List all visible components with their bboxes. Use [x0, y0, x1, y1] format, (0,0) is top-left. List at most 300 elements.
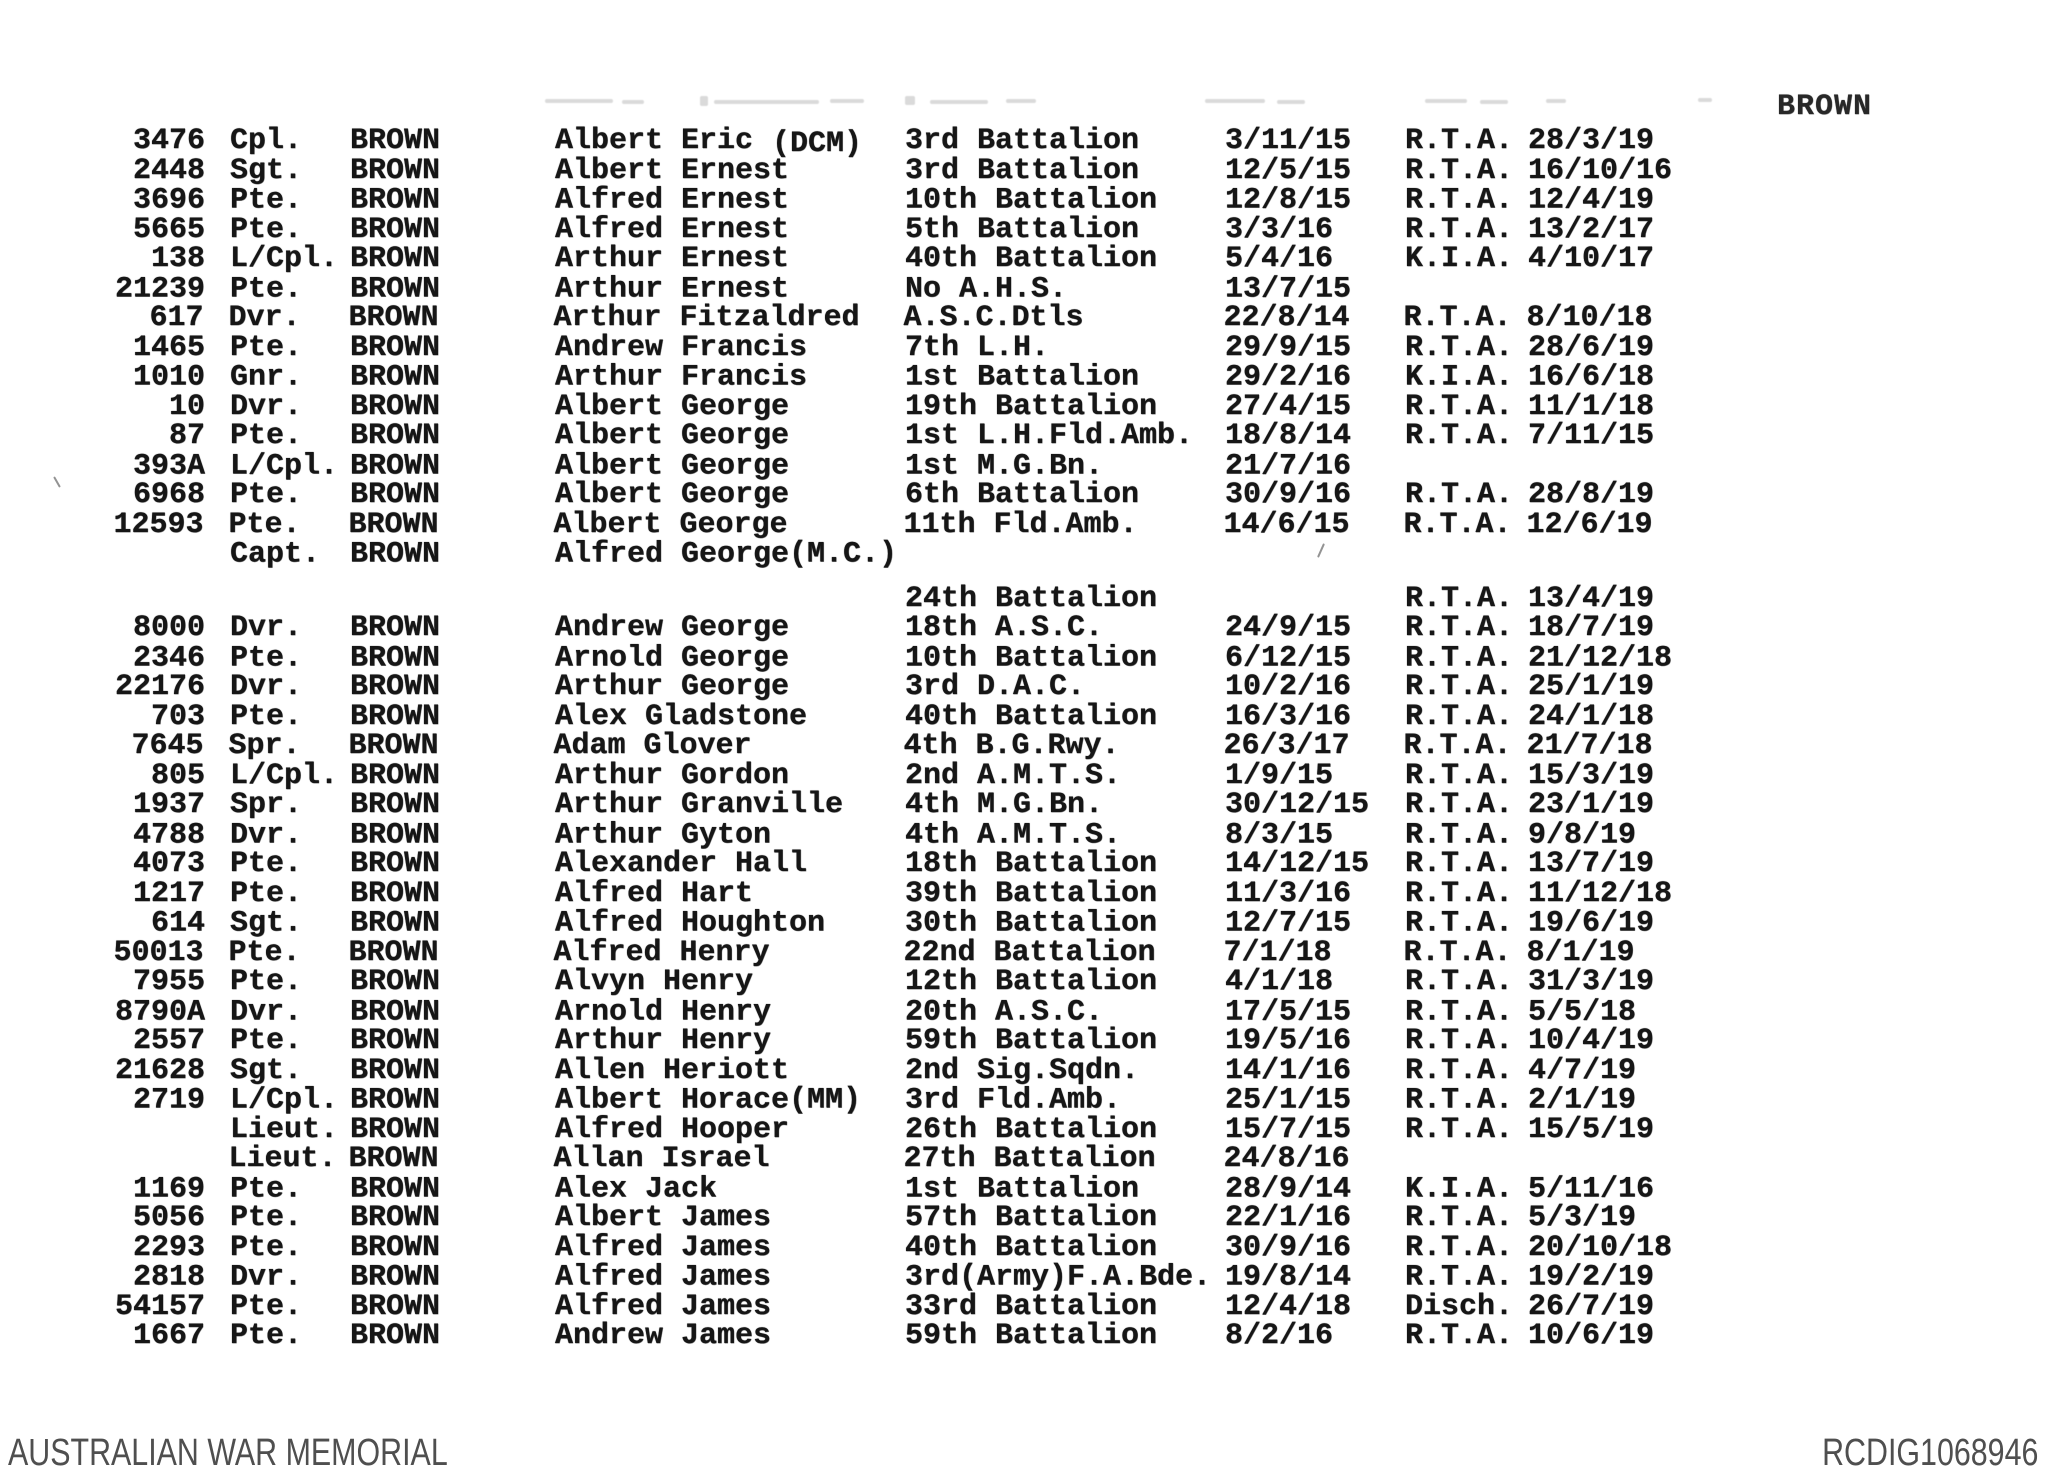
- scan-artifact: [930, 100, 988, 104]
- rank: Pte.: [230, 876, 303, 911]
- surname: BROWN: [350, 449, 441, 484]
- table-row: [0, 153, 2048, 188]
- embarkation-date: 13/7/15: [1225, 272, 1352, 307]
- rank: Pte.: [228, 507, 301, 542]
- fate-date: 7/11/15: [1528, 419, 1655, 453]
- given-names: Alfred James: [555, 1289, 772, 1324]
- rank: Spr.: [230, 788, 303, 822]
- page-header-surname: BROWN: [1777, 90, 1873, 124]
- given-names: Albert Horace(MM): [555, 1083, 862, 1118]
- embarkation-date: 22/1/16: [1225, 1201, 1352, 1235]
- table-row: [0, 670, 2048, 704]
- rank: Dvr.: [228, 301, 301, 335]
- table-row: [0, 183, 2048, 218]
- service-number: 54157: [114, 1289, 205, 1324]
- surname: BROWN: [350, 611, 441, 645]
- unit: 1st M.G.Bn.: [905, 449, 1104, 484]
- embarkation-date: 27/4/15: [1225, 389, 1352, 424]
- scan-artifact: [830, 99, 864, 103]
- table-row: [0, 419, 2048, 453]
- given-names: Alfred Hart: [555, 876, 754, 911]
- given-names: Allan Israel: [553, 1142, 770, 1176]
- fate-date: 31/3/19: [1528, 965, 1655, 999]
- given-names: Albert George: [555, 478, 790, 512]
- unit: 1st Battalion: [905, 1172, 1140, 1207]
- given-names: Alvyn Henry: [555, 965, 754, 999]
- table-row: [0, 965, 2048, 999]
- rank: Pte.: [230, 1201, 303, 1235]
- surname: BROWN: [350, 965, 441, 999]
- table-row: [0, 1289, 2048, 1324]
- fate: R.T.A.: [1405, 965, 1514, 999]
- surname: BROWN: [350, 995, 441, 1030]
- given-names: Albert Ernest: [555, 153, 790, 188]
- table-row: [0, 1319, 2048, 1353]
- table-row: [0, 847, 2048, 881]
- embarkation-date: 3/3/16: [1225, 212, 1334, 247]
- table-row: [0, 876, 2048, 911]
- fate: R.T.A.: [1405, 389, 1514, 424]
- unit: 7th L.H.: [905, 330, 1050, 365]
- fate: R.T.A.: [1403, 729, 1512, 763]
- rank: Pte.: [230, 330, 303, 365]
- table-row: [0, 1024, 2048, 1058]
- scan-artifact: [1546, 99, 1566, 103]
- unit: 4th M.G.Bn.: [905, 788, 1104, 822]
- fate: R.T.A.: [1405, 1112, 1514, 1147]
- embarkation-date: 25/1/15: [1225, 1083, 1352, 1118]
- given-names: Alfred Hooper: [555, 1112, 790, 1147]
- fate-date: 2/1/19: [1528, 1083, 1637, 1118]
- embarkation-date: 12/7/15: [1225, 906, 1352, 941]
- rank: Lieut.: [230, 1112, 339, 1147]
- fate-date: 15/5/19: [1528, 1112, 1655, 1147]
- table-row: [0, 507, 2047, 542]
- scan-artifact: [1698, 98, 1712, 102]
- unit: 18th A.S.C.: [905, 611, 1104, 645]
- given-names: Alfred James: [555, 1260, 772, 1295]
- embarkation-date: 6/12/15: [1225, 641, 1352, 676]
- service-number: 805: [150, 758, 205, 793]
- surname: BROWN: [348, 301, 439, 335]
- fate: K.I.A.: [1405, 360, 1514, 395]
- service-number: 2719: [132, 1083, 205, 1118]
- unit: 59th Battalion: [905, 1024, 1158, 1058]
- rank: Pte.: [230, 1172, 303, 1207]
- service-number: 22176: [114, 670, 205, 704]
- unit: 57th Battalion: [905, 1201, 1158, 1235]
- service-number: 2293: [132, 1230, 205, 1265]
- unit: 6th Battalion: [905, 478, 1140, 512]
- fate-date: 16/6/18: [1528, 360, 1655, 395]
- surname: BROWN: [350, 1230, 441, 1265]
- embarkation-date: 14/12/15: [1225, 847, 1370, 881]
- unit: 10th Battalion: [905, 641, 1158, 676]
- surname: BROWN: [350, 699, 441, 734]
- rank: Capt.: [230, 537, 321, 572]
- embarkation-date: 12/5/15: [1225, 153, 1352, 188]
- table-row: [0, 124, 2048, 161]
- fate-date: 13/4/19: [1528, 581, 1655, 616]
- rank: Pte.: [230, 419, 303, 453]
- service-number: 1465: [132, 330, 205, 365]
- rank: Pte.: [230, 272, 303, 307]
- surname: BROWN: [350, 847, 441, 881]
- given-names: Alfred Ernest: [555, 183, 790, 218]
- table-row: [0, 389, 2048, 424]
- unit: 5th Battalion: [905, 212, 1140, 247]
- table-row: [0, 330, 2048, 365]
- embarkation-date: 10/2/16: [1225, 670, 1352, 704]
- rank: Dvr.: [230, 611, 303, 645]
- fate: R.T.A.: [1403, 935, 1512, 970]
- surname: BROWN: [350, 183, 441, 218]
- rank: Pte.: [230, 478, 303, 512]
- fate-date: 8/1/19: [1526, 935, 1635, 970]
- surname: BROWN: [350, 419, 441, 453]
- embarkation-date: 12/4/18: [1225, 1289, 1352, 1324]
- service-number: 2346: [132, 641, 205, 676]
- fate-date: 4/7/19: [1528, 1053, 1637, 1088]
- embarkation-date: 30/9/16: [1225, 478, 1352, 512]
- unit: 1st Battalion: [905, 360, 1140, 395]
- table-row: [0, 1260, 2048, 1295]
- scan-artifact: [1205, 99, 1265, 103]
- rank: Dvr.: [230, 1260, 303, 1295]
- fate-date: 9/8/19: [1528, 818, 1637, 853]
- fate: R.T.A.: [1405, 995, 1514, 1030]
- scan-artifact: [1425, 99, 1467, 103]
- unit: 3rd Battalion: [905, 153, 1140, 188]
- embarkation-date: 16/3/16: [1225, 699, 1352, 734]
- fate: R.T.A.: [1405, 1260, 1514, 1295]
- table-row: [0, 581, 2048, 616]
- rank: Pte.: [230, 641, 303, 676]
- surname: BROWN: [348, 1142, 439, 1176]
- given-names: Albert George: [555, 419, 790, 453]
- surname: BROWN: [350, 1083, 441, 1118]
- unit: 1st L.H.Fld.Amb.: [905, 419, 1194, 453]
- given-names: Albert Eric: [555, 124, 754, 158]
- fate-date: 12/6/19: [1526, 507, 1653, 542]
- fate-date: 18/7/19: [1528, 611, 1655, 645]
- scan-artifact: [1006, 99, 1036, 103]
- given-names: Arthur George: [555, 670, 790, 704]
- rank: Pte.: [230, 212, 303, 247]
- fate-date: 11/1/18: [1528, 389, 1655, 424]
- surname: BROWN: [350, 242, 441, 276]
- fate-date: 5/11/16: [1528, 1172, 1655, 1207]
- service-number: 2448: [132, 153, 205, 188]
- given-names: Albert James: [555, 1201, 772, 1235]
- service-number: 8790A: [114, 995, 205, 1030]
- embarkation-date: 30/12/15: [1225, 788, 1370, 822]
- surname: BROWN: [350, 1260, 441, 1295]
- surname: BROWN: [350, 1319, 441, 1353]
- fate: R.T.A.: [1405, 124, 1514, 158]
- service-number: 1010: [132, 360, 205, 395]
- embarkation-date: 11/3/16: [1225, 876, 1352, 911]
- unit: 2nd A.M.T.S.: [905, 758, 1122, 793]
- fate: R.T.A.: [1405, 478, 1514, 512]
- embarkation-date: 29/2/16: [1225, 360, 1352, 395]
- service-number: 5056: [132, 1201, 205, 1235]
- rank: L/Cpl.: [230, 449, 339, 484]
- fate-date: 20/10/18: [1528, 1230, 1673, 1265]
- embarkation-date: 8/2/16: [1225, 1319, 1334, 1353]
- given-names: Arthur Gordon: [555, 758, 790, 793]
- surname: BROWN: [350, 876, 441, 911]
- unit: No A.H.S.: [905, 272, 1068, 307]
- given-names: Arthur Granville: [555, 788, 844, 822]
- surname: BROWN: [350, 360, 441, 395]
- fate-date: 4/10/17: [1528, 242, 1655, 276]
- table-row: [0, 301, 2047, 335]
- fate: R.T.A.: [1405, 1053, 1514, 1088]
- service-number: 21628: [114, 1053, 205, 1088]
- embarkation-date: 29/9/15: [1225, 330, 1352, 365]
- embarkation-date: 7/1/18: [1223, 935, 1332, 970]
- embarkation-date: 19/5/16: [1225, 1024, 1352, 1058]
- given-names: Arthur Francis: [555, 360, 808, 395]
- rank: Gnr.: [230, 360, 303, 395]
- embarkation-date: 17/5/15: [1225, 995, 1352, 1030]
- service-number: 87: [168, 419, 205, 453]
- surname: BROWN: [350, 758, 441, 793]
- table-row: [0, 212, 2048, 247]
- record-rows: [0, 124, 2048, 1353]
- decoration: (DCM): [772, 127, 863, 161]
- rank: Dvr.: [230, 995, 303, 1030]
- table-row: [0, 1053, 2048, 1088]
- given-names: Alfred George(M.C.): [555, 537, 898, 572]
- service-number: 10: [168, 389, 205, 424]
- service-number: 7955: [132, 965, 205, 999]
- rank: Sgt.: [230, 1053, 303, 1088]
- unit: 59th Battalion: [905, 1319, 1158, 1353]
- embarkation-date: 22/8/14: [1223, 301, 1350, 335]
- service-number: 2557: [132, 1024, 205, 1058]
- fate: R.T.A.: [1405, 581, 1514, 616]
- table-row: [0, 1142, 2047, 1176]
- surname: BROWN: [350, 670, 441, 704]
- given-names: Arthur Gyton: [555, 818, 772, 853]
- fate-date: 13/2/17: [1528, 212, 1655, 247]
- unit: 27th Battalion: [903, 1142, 1156, 1176]
- unit: 33rd Battalion: [905, 1289, 1158, 1324]
- fate: Disch.: [1405, 1289, 1514, 1324]
- unit: 40th Battalion: [905, 1230, 1158, 1265]
- fate: R.T.A.: [1405, 699, 1514, 734]
- fate: K.I.A.: [1405, 242, 1514, 276]
- unit: 3rd D.A.C.: [905, 670, 1086, 704]
- given-names: Andrew George: [555, 611, 790, 645]
- embarkation-date: 19/8/14: [1225, 1260, 1352, 1295]
- fate: R.T.A.: [1405, 670, 1514, 704]
- unit: 39th Battalion: [905, 876, 1158, 911]
- service-number: 393A: [132, 449, 205, 484]
- fate-date: 16/10/16: [1528, 153, 1673, 188]
- service-number: 614: [150, 906, 205, 941]
- table-row: [0, 729, 2047, 763]
- given-names: Albert George: [555, 449, 790, 484]
- service-number: 3696: [132, 183, 205, 218]
- fate-date: 8/10/18: [1526, 301, 1653, 335]
- unit: 10th Battalion: [905, 183, 1158, 218]
- fate-date: 15/3/19: [1528, 758, 1655, 793]
- fate-date: 21/7/18: [1526, 729, 1653, 763]
- rank: Lieut.: [228, 1142, 337, 1176]
- rank: Pte.: [230, 847, 303, 881]
- unit: 3rd Battalion: [905, 124, 1140, 158]
- given-names: Alfred Houghton: [555, 906, 826, 941]
- table-row: [0, 758, 2048, 793]
- service-number: 5665: [132, 212, 205, 247]
- embarkation-date: 30/9/16: [1225, 1230, 1352, 1265]
- given-names: Arthur Henry: [555, 1024, 772, 1058]
- table-row: [0, 360, 2048, 395]
- service-number: 1169: [132, 1172, 205, 1207]
- unit: 3rd(Army)F.A.Bde.: [905, 1260, 1212, 1295]
- fate: R.T.A.: [1405, 183, 1514, 218]
- embarkation-date: 8/3/15: [1225, 818, 1334, 853]
- service-number: 4073: [132, 847, 205, 881]
- unit: 11th Fld.Amb.: [903, 507, 1138, 542]
- embarkation-date: 24/9/15: [1225, 611, 1352, 645]
- fate-date: 23/1/19: [1528, 788, 1655, 822]
- given-names: Alex Gladstone: [555, 699, 808, 734]
- surname: BROWN: [350, 330, 441, 365]
- surname: BROWN: [350, 153, 441, 188]
- scan-artifact: [700, 96, 708, 106]
- table-row: [0, 242, 2048, 276]
- fate-date: 21/12/18: [1528, 641, 1673, 676]
- embarkation-date: 12/8/15: [1225, 183, 1352, 218]
- fate-date: 25/1/19: [1528, 670, 1655, 704]
- rank: Dvr.: [230, 818, 303, 853]
- unit: 4th B.G.Rwy.: [903, 729, 1120, 763]
- fate: R.T.A.: [1405, 1201, 1514, 1235]
- given-names: Alfred Henry: [553, 935, 770, 970]
- fate: R.T.A.: [1405, 1024, 1514, 1058]
- given-names: Arthur Ernest: [555, 272, 790, 307]
- service-number: 50013: [113, 935, 204, 970]
- fate: R.T.A.: [1405, 758, 1514, 793]
- surname: BROWN: [350, 788, 441, 822]
- table-row: [0, 1112, 2048, 1147]
- rank: Pte.: [230, 1289, 303, 1324]
- fate: R.T.A.: [1405, 788, 1514, 822]
- service-number: 1937: [132, 788, 205, 822]
- given-names: Albert George: [555, 389, 790, 424]
- embarkation-date: 21/7/16: [1225, 449, 1352, 484]
- unit: 3rd Fld.Amb.: [905, 1083, 1122, 1118]
- fate: R.T.A.: [1405, 153, 1514, 188]
- surname: BROWN: [350, 212, 441, 247]
- service-number: 703: [150, 699, 205, 734]
- service-number: 6968: [132, 478, 205, 512]
- surname: BROWN: [348, 729, 439, 763]
- given-names: Adam Glover: [553, 729, 752, 763]
- given-names: Allen Heriott: [555, 1053, 790, 1088]
- service-number: 1217: [132, 876, 205, 911]
- fate-date: 24/1/18: [1528, 699, 1655, 734]
- service-number: 138: [150, 242, 205, 276]
- service-number: 21239: [114, 272, 205, 307]
- service-number: 8000: [132, 611, 205, 645]
- fate: R.T.A.: [1405, 330, 1514, 365]
- table-row: [0, 788, 2048, 822]
- surname: BROWN: [350, 1112, 441, 1147]
- rank: Pte.: [230, 1319, 303, 1353]
- service-number: 2818: [132, 1260, 205, 1295]
- fate-date: 5/5/18: [1528, 995, 1637, 1030]
- given-names: Alex Jack: [555, 1172, 718, 1207]
- fate: R.T.A.: [1403, 301, 1512, 335]
- table-row: [0, 1201, 2048, 1235]
- scan-artifact: [545, 99, 613, 103]
- fate-date: 28/3/19: [1528, 124, 1655, 158]
- fate: R.T.A.: [1405, 419, 1514, 453]
- scan-artifact: [1480, 100, 1508, 104]
- given-names: Andrew James: [555, 1319, 772, 1353]
- service-number: 7645: [131, 729, 204, 763]
- embarkation-date: 26/3/17: [1223, 729, 1350, 763]
- surname: BROWN: [350, 124, 441, 158]
- table-row: [0, 478, 2048, 512]
- table-row: [0, 1230, 2048, 1265]
- surname: BROWN: [350, 1289, 441, 1324]
- rank: Pte.: [230, 699, 303, 734]
- rank: Pte.: [230, 965, 303, 999]
- service-number: 617: [149, 301, 204, 335]
- surname: BROWN: [348, 507, 439, 542]
- unit: A.S.C.Dtls: [903, 301, 1084, 335]
- embarkation-date: 15/7/15: [1225, 1112, 1352, 1147]
- given-names: Albert George: [553, 507, 788, 542]
- surname: BROWN: [348, 935, 439, 970]
- fate-date: 19/2/19: [1528, 1260, 1655, 1295]
- rank: Pte.: [230, 1230, 303, 1265]
- service-number: 3476: [132, 124, 205, 158]
- rank: Cpl.: [230, 124, 303, 158]
- footer-institution-label: AUSTRALIAN WAR MEMORIAL: [8, 1432, 448, 1474]
- surname: BROWN: [350, 1024, 441, 1058]
- scan-artifact: [714, 100, 819, 104]
- rank: Spr.: [228, 729, 301, 763]
- surname: BROWN: [350, 641, 441, 676]
- scan-artifact: [1277, 100, 1305, 104]
- unit: 2nd Sig.Sqdn.: [905, 1053, 1140, 1088]
- embarkation-date: 18/8/14: [1225, 419, 1352, 453]
- service-number: 12593: [113, 507, 204, 542]
- rank: Dvr.: [230, 670, 303, 704]
- surname: BROWN: [350, 272, 441, 307]
- given-names: Arthur Ernest: [555, 242, 790, 276]
- unit: 26th Battalion: [905, 1112, 1158, 1147]
- surname: BROWN: [350, 389, 441, 424]
- fate: R.T.A.: [1405, 1319, 1514, 1353]
- given-names: Arnold George: [555, 641, 790, 676]
- embarkation-date: 14/1/16: [1225, 1053, 1352, 1088]
- surname: BROWN: [350, 1053, 441, 1088]
- rank: Pte.: [230, 183, 303, 218]
- fate-date: 12/4/19: [1528, 183, 1655, 218]
- fate: R.T.A.: [1405, 1083, 1514, 1118]
- rank: L/Cpl.: [230, 242, 339, 276]
- fate-date: 10/4/19: [1528, 1024, 1655, 1058]
- unit: 40th Battalion: [905, 242, 1158, 276]
